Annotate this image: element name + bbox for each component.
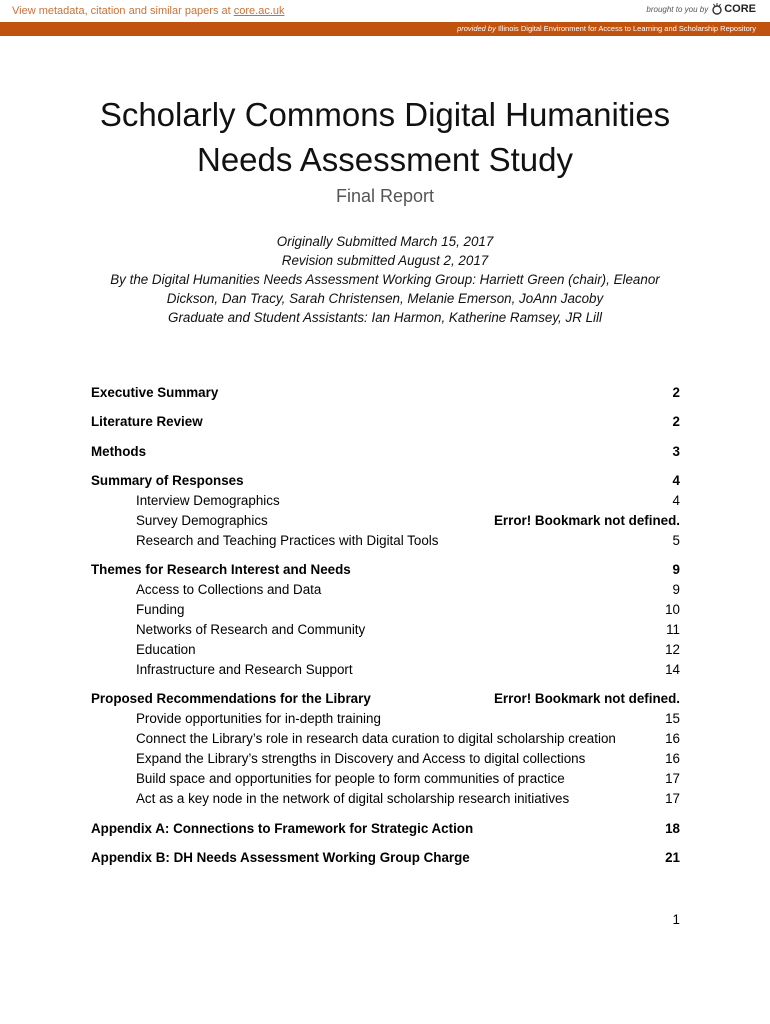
toc-entry[interactable]: [91, 560, 680, 580]
document-subtitle: Final Report: [335, 186, 435, 206]
title-line-2: Needs Assessment Study: [196, 141, 574, 178]
core-logo-text: CORE: [724, 3, 756, 15]
toc-entry-label: Appendix A: Connections to Framework for Strategic Action: [91, 821, 474, 836]
toc-entry-label: Expand the Library’s strengths in Discovery and Access to digital collections: [136, 751, 586, 766]
toc-entry-page: 4: [672, 473, 680, 488]
core-link-prefix: View metadata, citation and similar papers at: [12, 5, 234, 17]
toc-entry-page: 9: [672, 562, 680, 577]
toc-entry-label: Infrastructure and Research Support: [136, 662, 353, 677]
toc-entry-page: Error! Bookmark not defined.: [493, 513, 680, 528]
title-line-1: Scholarly Commons Digital Humanities: [99, 96, 671, 133]
toc-entry-label: Access to Collections and Data: [136, 582, 322, 597]
toc-entry[interactable]: [91, 709, 680, 729]
meta-line: Revision submitted August 2, 2017: [281, 253, 489, 268]
toc-entry-label: Appendix B: DH Needs Assessment Working Group Charge: [91, 850, 470, 865]
toc-entry-page: 14: [665, 662, 680, 677]
submission-info: [80, 232, 690, 327]
toc-entry-page: 17: [665, 771, 680, 786]
toc-entry[interactable]: [91, 819, 680, 839]
toc-entry[interactable]: [91, 769, 680, 789]
toc-entry-label: Education: [136, 642, 196, 657]
toc-entry[interactable]: [91, 620, 680, 640]
toc-entry-page: 16: [665, 751, 680, 766]
toc-entry-label: Interview Demographics: [136, 493, 280, 508]
core-link-text[interactable]: core.ac.uk: [233, 5, 285, 17]
meta-line: By the Digital Humanities Needs Assessment Working Group: Harriett Green (chair), Eleanor: [110, 272, 660, 287]
toc-entry-page: 5: [672, 533, 680, 548]
toc-entry-page: 4: [672, 493, 680, 508]
toc-entry-page: 10: [665, 602, 680, 617]
toc-entry-page: 16: [665, 731, 680, 746]
toc-entry-label: Survey Demographics: [136, 513, 268, 528]
toc-entry-label: Funding: [136, 602, 185, 617]
brought-label: brought to you by: [646, 4, 709, 14]
toc-entry[interactable]: [91, 789, 680, 809]
toc-entry[interactable]: [91, 383, 680, 403]
toc-entry[interactable]: [91, 491, 680, 511]
toc-entry[interactable]: [91, 600, 680, 620]
toc-entry[interactable]: [91, 531, 680, 551]
toc-entry-page: 11: [666, 622, 680, 637]
provider-text[interactable]: [457, 24, 756, 33]
page-number: 1: [672, 912, 680, 927]
toc-entry-label: Networks of Research and Community: [136, 622, 366, 637]
table-of-contents: [91, 383, 680, 868]
toc-entry[interactable]: [91, 412, 680, 432]
toc-entry-page: 17: [665, 791, 680, 806]
toc-entry-page: 3: [672, 444, 680, 459]
core-metadata-link[interactable]: [12, 5, 285, 17]
toc-entry-label: Build space and opportunities for people to form communities of practice: [136, 771, 565, 786]
toc-entry-label: Research and Teaching Practices with Digital Tools: [136, 533, 439, 548]
toc-entry[interactable]: [91, 471, 680, 491]
toc-entry-label: Methods: [91, 444, 147, 459]
toc-entry-label: Literature Review: [91, 414, 203, 429]
meta-line: Dickson, Dan Tracy, Sarah Christensen, Melanie Emerson, JoAnn Jacoby: [166, 291, 604, 306]
toc-entry[interactable]: [91, 442, 680, 462]
toc-entry-page: 18: [665, 821, 680, 836]
toc-entry-label: Act as a key node in the network of digital scholarship research initiatives: [136, 791, 570, 806]
toc-entry[interactable]: [91, 749, 680, 769]
toc-entry-label: Summary of Responses: [91, 473, 244, 488]
toc-entry[interactable]: [91, 640, 680, 660]
meta-line: Graduate and Student Assistants: Ian Harmon, Katherine Ramsey, JR Lill: [168, 310, 602, 325]
meta-line: Originally Submitted March 15, 2017: [276, 234, 494, 249]
toc-entry-page: 12: [665, 642, 680, 657]
toc-entry-label: Connect the Library’s role in research data curation to digital scholarship creation: [136, 731, 616, 746]
toc-entry-label: Provide opportunities for in-depth training: [136, 711, 381, 726]
toc-entry[interactable]: [91, 580, 680, 600]
toc-entry-label: Themes for Research Interest and Needs: [91, 562, 351, 577]
brought-to-you-by: [646, 3, 756, 15]
toc-entry-page: 21: [665, 850, 680, 865]
toc-entry[interactable]: [91, 848, 680, 868]
toc-entry[interactable]: [91, 511, 680, 531]
toc-entry-page: 2: [672, 385, 680, 400]
toc-entry-page: 2: [672, 414, 680, 429]
provider-bar: [0, 22, 770, 36]
toc-entry-label: Proposed Recommendations for the Library: [91, 691, 371, 706]
core-logo[interactable]: [711, 3, 756, 15]
provider-name: Illinois Digital Environment for Access to Learning and Scholarship Repository: [497, 24, 756, 33]
toc-entry[interactable]: [91, 729, 680, 749]
toc-entry[interactable]: [91, 660, 680, 680]
toc-entry-page: Error! Bookmark not defined.: [493, 691, 680, 706]
toc-entry[interactable]: [91, 689, 680, 709]
provided-by-label: provided by: [457, 24, 496, 33]
document-title: [60, 92, 710, 182]
toc-entry-page: 9: [672, 582, 680, 597]
toc-entry-label: Executive Summary: [91, 385, 219, 400]
toc-entry-page: 15: [665, 711, 680, 726]
core-banner: [0, 0, 770, 22]
core-logo-icon: [711, 3, 723, 15]
